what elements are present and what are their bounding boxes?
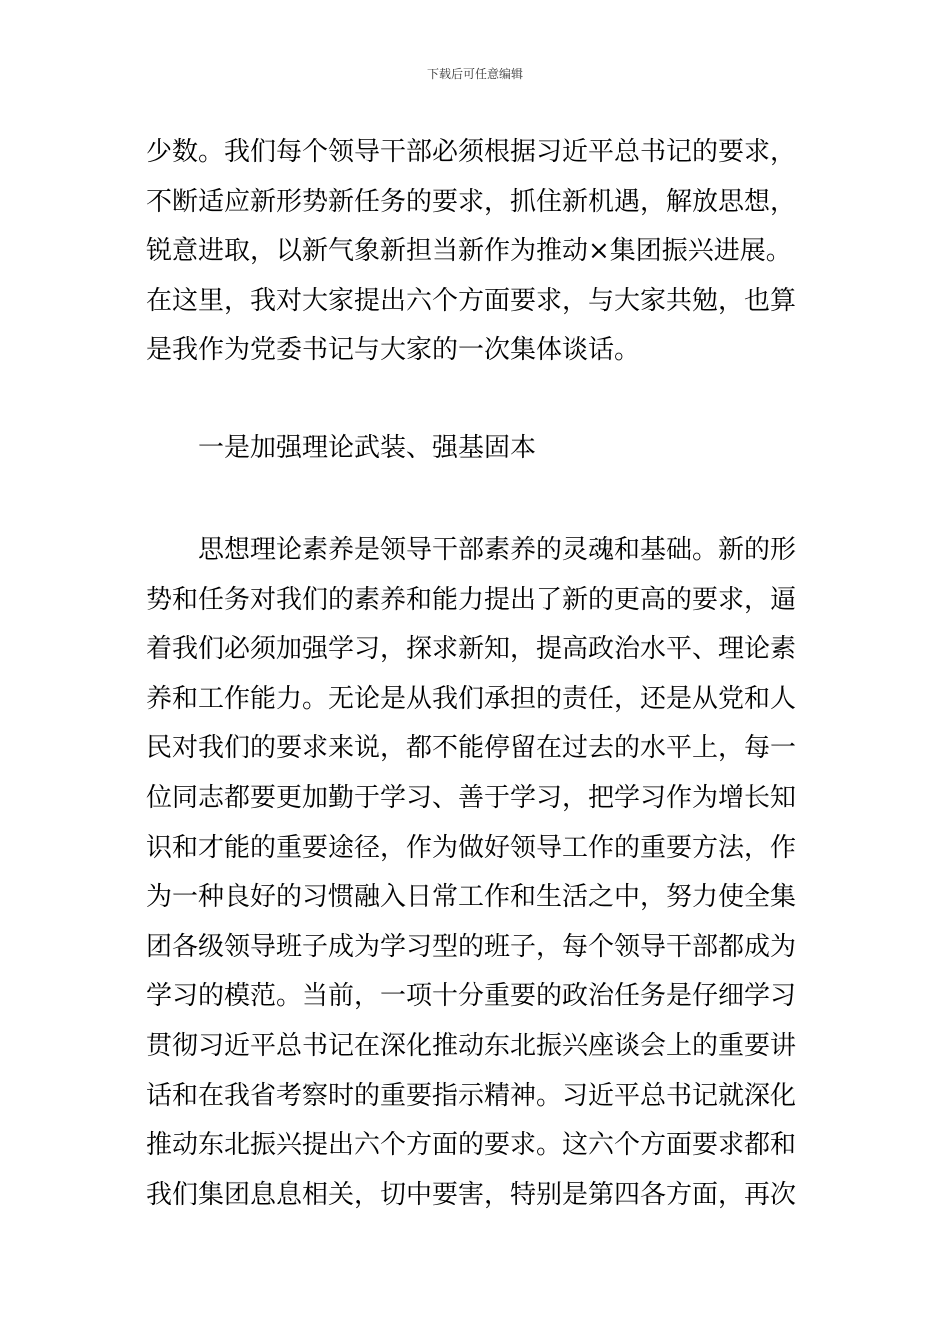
- text-line: 势和任务对我们的素养和能力提出了新的更高的要求，逼: [146, 584, 797, 615]
- section-heading: [146, 424, 816, 474]
- body-paragraph: [146, 526, 816, 1220]
- body-paragraph: [146, 128, 816, 376]
- text-line: 识和才能的重要途径，作为做好领导工作的重要方法，作: [146, 832, 797, 863]
- text-line: 推动东北振兴提出六个方面的要求。这六个方面要求都和: [146, 1130, 797, 1161]
- text-line: 着我们必须加强学习，探求新知，提高政治水平、理论素: [146, 634, 797, 665]
- text-line: 少数。我们每个领导干部必须根据习近平总书记的要求，: [146, 137, 797, 167]
- text-line: 我们集团息息相关，切中要害，特别是第四各方面，再次: [146, 1179, 797, 1210]
- text-line: 不断适应新形势新任务的要求，抓住新机遇，解放思想，: [146, 186, 797, 217]
- text-line: 民对我们的要求来说，都不能停留在过去的水平上，每一: [146, 733, 797, 764]
- text-line: 贯彻习近平总书记在深化推动东北振兴座谈会上的重要讲: [146, 1030, 797, 1061]
- heading-text: 一是加强理论武装、强基固本: [198, 433, 537, 463]
- text-line: 思想理论素养是领导干部素养的灵魂和基础。新的形: [198, 535, 797, 565]
- text-line: 在这里，我对大家提出六个方面要求，与大家共勉，也算: [146, 285, 797, 316]
- text-line: 锐意进取，以新气象新担当新作为推动×集团振兴进展。: [146, 236, 792, 267]
- text-line: 位同志都要更加勤于学习、善于学习，把学习作为增长知: [146, 782, 797, 813]
- text-line: 为一种良好的习惯融入日常工作和生活之中，努力使全集: [146, 882, 797, 913]
- text-line: 团各级领导班子成为学习型的班子，每个领导干部都成为: [146, 931, 797, 962]
- text-line: 是我作为党委书记与大家的一次集体谈话。: [146, 335, 641, 366]
- text-line: 话和在我省考察时的重要指示精神。习近平总书记就深化: [146, 1080, 797, 1111]
- text-line: 学习的模范。当前，一项十分重要的政治任务是仔细学习: [146, 981, 797, 1012]
- text-line: 养和工作能力。无论是从我们承担的责任，还是从党和人: [146, 683, 797, 714]
- page-header: 下载后可任意编辑: [426, 67, 523, 81]
